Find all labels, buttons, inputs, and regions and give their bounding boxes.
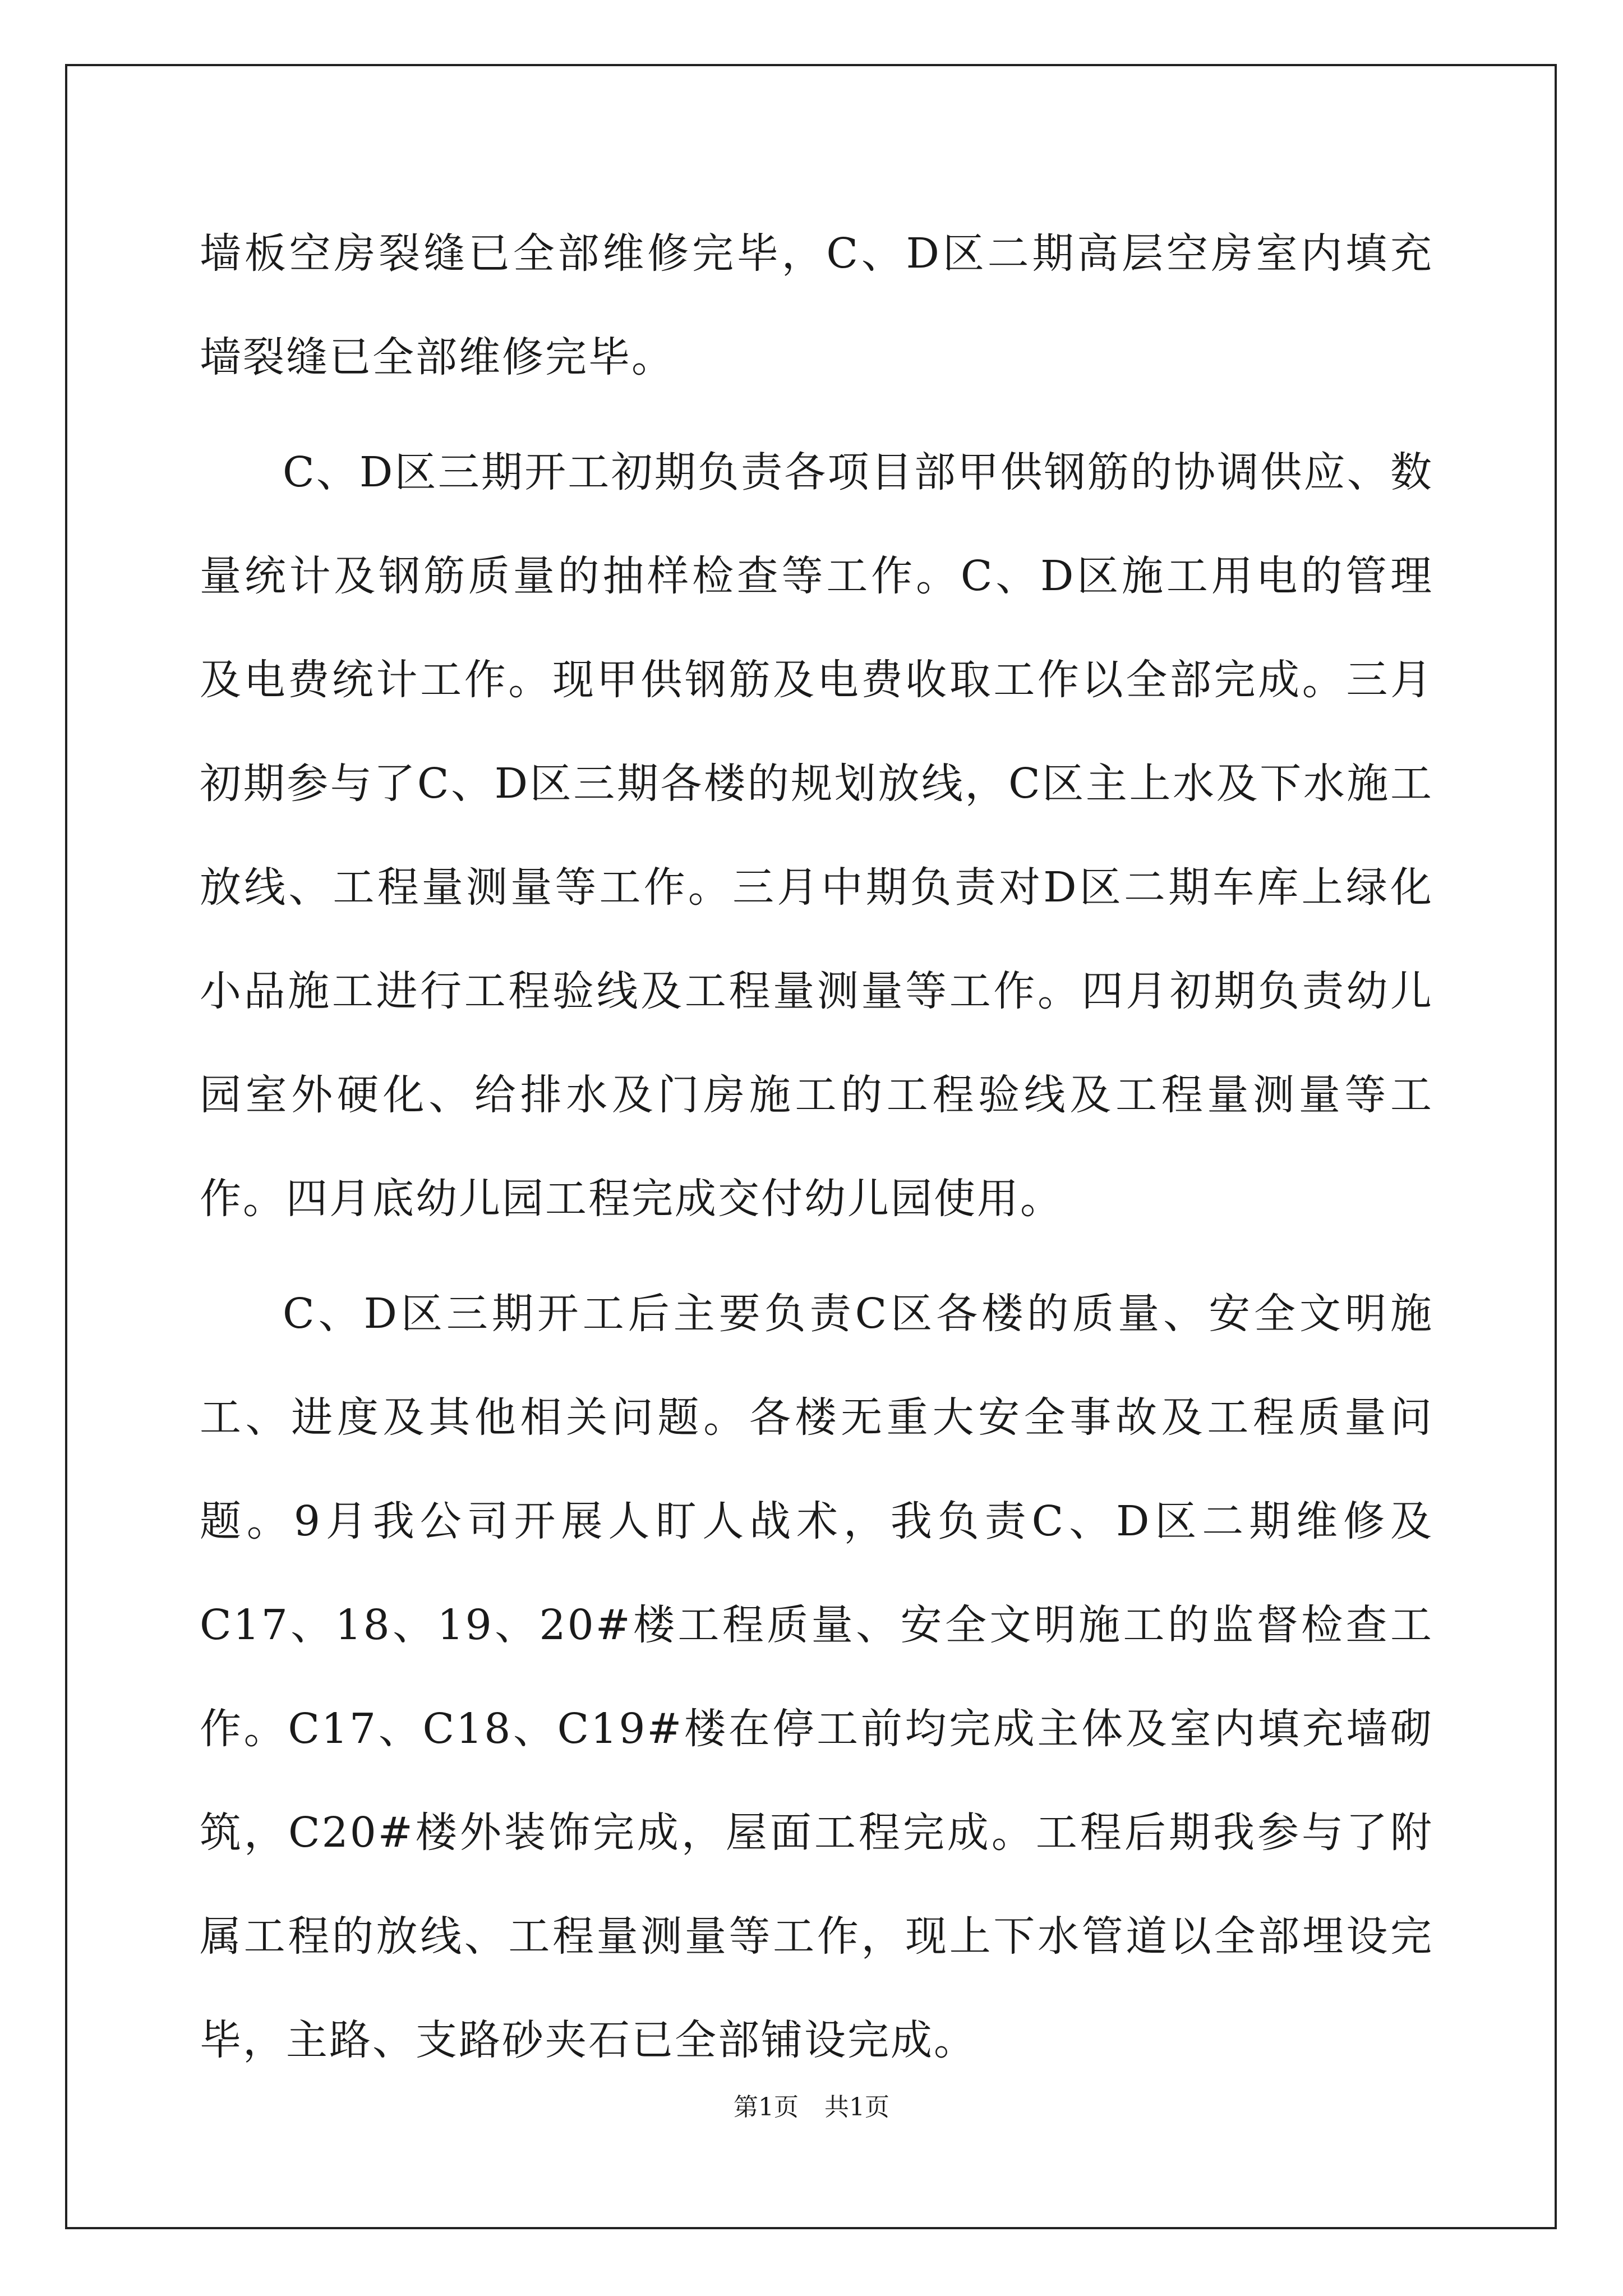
- page-number-total: 共1页: [824, 2093, 889, 2122]
- page-number-current: 第1页: [734, 2093, 799, 2122]
- paragraph-2: C、D区三期开工初期负责各项目部甲供钢筋的协调供应、数量统计及钢筋质量的抽样检查等工作。C、D区施工用电的管理及电费统计工作。现甲供钢筋及电费收取工作以全部完成。三月初期参与了C、D区三期各楼的规划放线，C区主上水及下水施工放线、工程量测量等工作。三月中期负责对D区二期车库上绿化小品施工进行工程验线及工程量测量等工作。四月初期负责幼儿园室外硬化、给排水及门房施工的工程验线及工程量测量等工作。四月底幼儿园工程完成交付幼儿园使用。: [200, 448, 1433, 1223]
- paragraph-3: C、D区三期开工后主要负责C区各楼的质量、安全文明施工、进度及其他相关问题。各楼无重大安全事故及工程质量问题。9月我公司开展人盯人战术，我负责C、D区二期维修及C17、18、19、20#楼工程质量、安全文明施工的监督检查工作。C17、C18、C19#楼在停工前均完成主体及室内填充墙砌筑，C20#楼外装饰完成，屋面工程完成。工程后期我参与了附属工程的放线、工程量测量等工作，现上下水管道以全部埋设完毕，主路、支路砂夹石已全部铺设完成。: [200, 1290, 1433, 2064]
- document-body: [200, 202, 1433, 2092]
- page-footer: [0, 2087, 1623, 2123]
- paragraph-1: 墙板空房裂缝已全部维修完毕，C、D区二期高层空房室内填充墙裂缝已全部维修完毕。: [200, 229, 1433, 381]
